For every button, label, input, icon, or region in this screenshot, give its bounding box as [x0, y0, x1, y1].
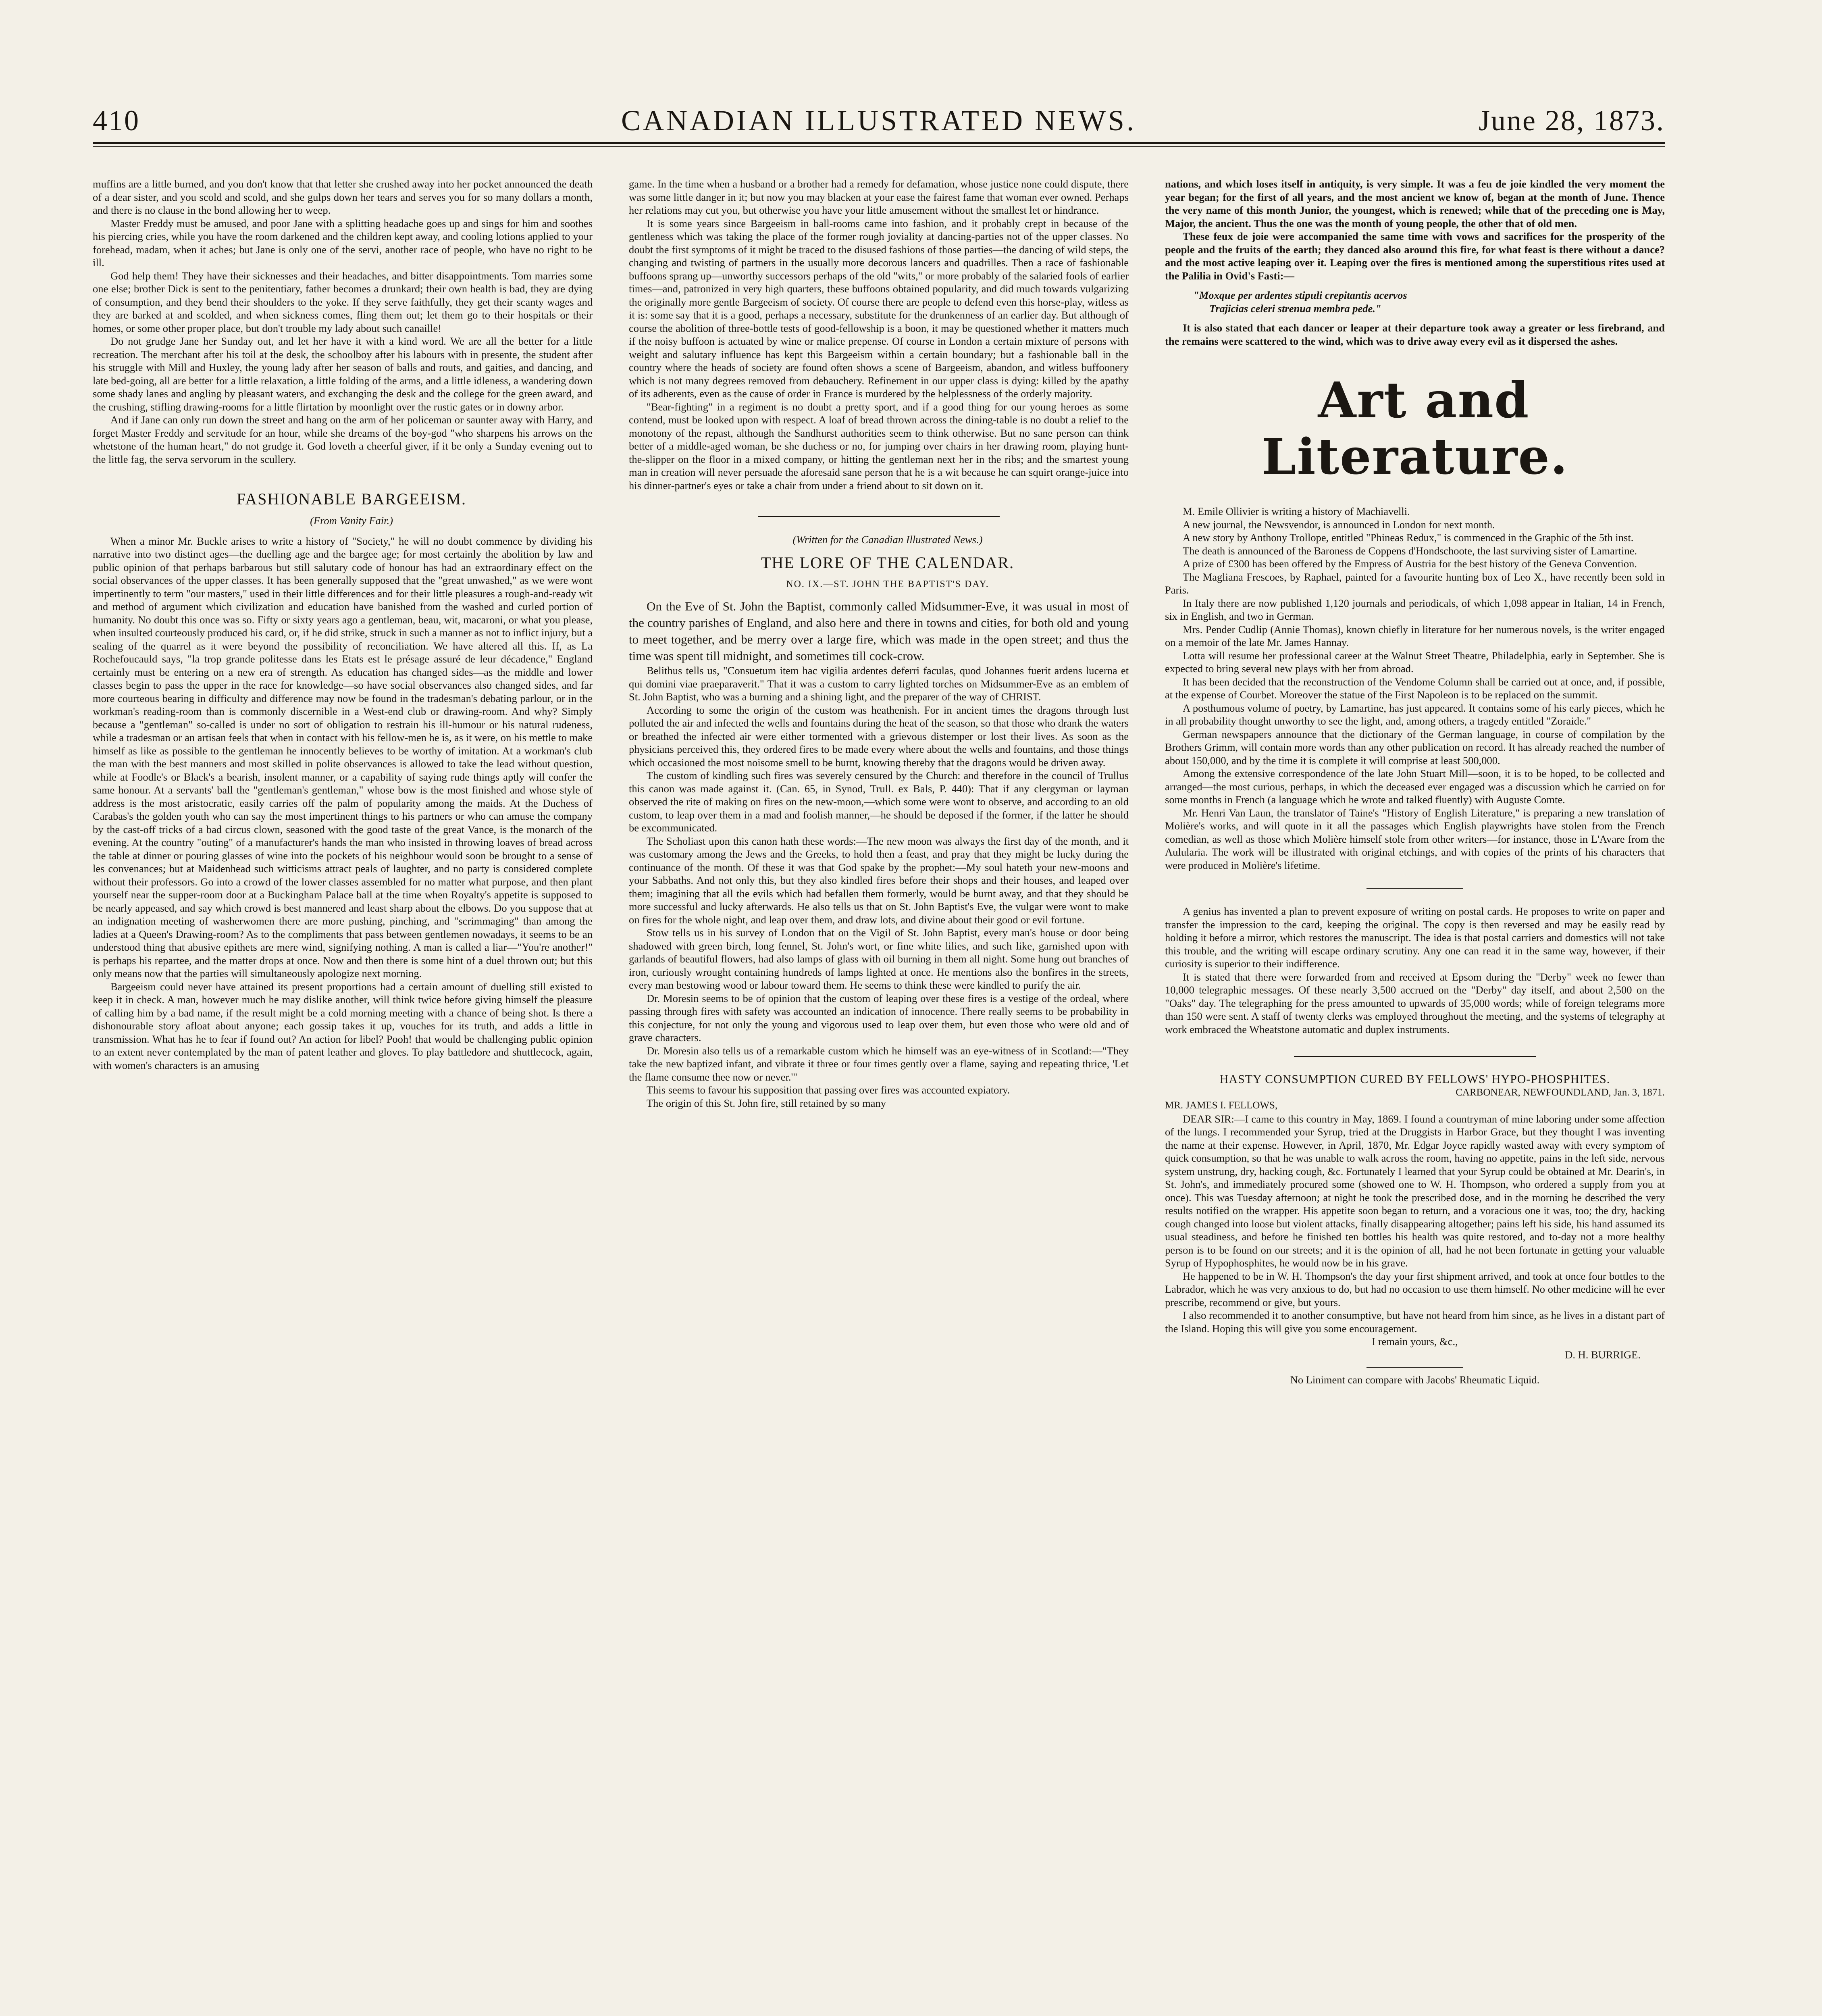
advert-dateline: CARBONEAR, NEWFOUNDLAND, Jan. 3, 1871.: [1456, 1087, 1665, 1098]
issue-date: June 28, 1873.: [1479, 104, 1665, 137]
paragraph: He happened to be in W. H. Thompson's the day your first shipment arrived, and took at once four bottles to the Labrador, which he was very anxious to do, but had no occasion to use them himself. No other medicine will he ever prescribe, recommend or give, but yours.: [1165, 1270, 1665, 1308]
paragraph: Dr. Moresin also tells us of a remarkable custom which he himself was an eye-witness of in Scotland:—"They take the new baptized infant, and vibrate it three or four times gently over a flame, saying and repeating thrice, 'Let the flame consume thee now or never.'": [629, 1044, 1129, 1083]
paragraph: Master Freddy must be amused, and poor Jane with a splitting headache goes up and sings for him and soothes his piercing cries, while you have the room darkened and the children kept away, and cooling lotions applied to your forehead, madam, when it aches; but Jane is only one of the servi, another race of people, who have no right to be ill.: [93, 217, 593, 269]
news-item: A posthumous volume of poetry, by Lamartine, has just appeared. It contains some of his early pieces, which he in all probability thought unworthy to see the light, and, among others, a tragedy entitled "Zoraide.": [1165, 702, 1665, 727]
paragraph: It is also stated that each dancer or leaper at their departure took away a greater or less firebrand, and the remains were scattered to the wind, which was to drive away every evil as it dispersed the ashes.: [1165, 322, 1665, 347]
masthead-rule-thin: [93, 146, 1665, 147]
news-item: Among the extensive correspondence of the late John Stuart Mill—soon, it is to be hoped, to be collected and arranged—the most curious, perhaps, in which the deceased ever engaged was a discussion which he carried on for some months in French (a language which he wrote and talked fluently) with Auguste Comte.: [1165, 767, 1665, 806]
paragraph: Bargeeism could never have attained its present proportions had a certain amount of duelling still existed to keep it in check. A man, however much he may dislike another, will think twice before giving himself the pleasure of calling him by a bad name, if the result might be a cold morning meeting with a chance of being shot. Is there a dishonourable story afloat about anyone; each gossip takes it up, vouches for its truth, and adds a little in transmission. What has he to fear if found out? An action for libel? Pooh! that would be challenging public opinion to an extent never contemplated by the man of patent leather and gloves. To play battledore and shuttlecock, again, with women's characters is an amusing: [93, 980, 593, 1071]
paragraph: When a minor Mr. Buckle arises to write a history of "Society," he will no doubt commence by dividing his narrative into two distinct ages—the duelling age and the bargee age; for most certainly the abolition by law and public opinion of that perhaps barbarous but still salutary code of honour has had an extraordinary effect on the social observances of the upper classes. It has been generally supposed that the "great unwashed," as we were wont impertinently to term "our masters," used in their little differences and for their little pleasures a rough-and-ready wit and method of argument which civilization and education have banished from the washed and curled portion of humanity. No doubt this once was so. Fifty or sixty years ago a gentleman, beau, wit, macaroni, or what you please, when insulted courteously produced his card, or, if he did strike, struck in such a manner as not to inflict injury, but a sealing of the quarrel as it were beyond the possibility of reconciliation. We have altered all this. If, as La Rochefoucauld says, "la trop grande politesse dans les Etats est le présage assuré de leur décadence," England certainly must be entering on a new era of strength. As education has changed sides—as the middle and lower classes begin to pass the upper in the race for knowledge—so have social observances also changed sides, and far more courteous bearing in difficulty and difference may now be found in the tradesman's debating parlour, or in the workman's reading-room than is commonly discernible in a West-end club or drawing-room. And why? Simply because a "gentleman" so-called is under no sort of obligation to restrain his ill-humour or his natural rudeness, while a tradesman or an artisan feels that when in contact with his fellow-men he is, as it were, on his mettle to make himself as like as possible to the gentleman he innocently believes to be worthy of imitation. At a workman's club the man with the best manners and most skilled in polite observances is allowed to take the lead without question, while at Foodle's or Black's a bearish, insolent manner, or a capability of saying rude things aptly will confer the same honour. At a servants' ball the "gentleman's gentleman," whose bow is the most finished and whose style of address is the most aristocratic, easily carries off the palm of popularity among the maids. At the Duchess of Carabas's the golden youth who can say the most impertinent things to his partners or who can amuse the company by the cast-off tricks of a bad circus clown, seasoned with the good taste of the great Vance, is the monarch of the evening. At the country "outing" of a manufacturer's hands the man who insisted in throwing loaves of bread across the table at dinner or pouring glasses of wine into the pockets of his neighbour would soon be brought to a sense of les convenances; but at Maidenhead such witticisms attract peals of laughter, and no party is considered complete without their professors. Go into a crowd of the lower classes assembled for no matter what purpose, and then plant yourself near the supper-room door at a Buckingham Palace ball at the time when Royalty's appetite is supposed to be nearly appeased, and say which crowd is best mannered and least sharp about the elbows. Do you suppose that at an indignation meeting of washerwomen there are more pushing, pinching, and "scrimmaging" than among the ladies at a Queen's Drawing-room? As to the compliments that pass between gentlemen nowadays, it seems to be an understood thing that abusive epithets are mere wind, signifying nothing. A man is called a liar—"You're another!" is perhaps his repartee, and the matter drops at once. Now and then there is some hint of a duel thrown out; but this only means now that the parties will simultaneously apologize next morning.: [93, 535, 593, 979]
quote-line: Trajicias celeri strenua membra pede.": [1209, 302, 1381, 314]
paragraph: And if Jane can only run down the street and hang on the arm of her policeman or saunter away with Harry, and forget Master Freddy and servitude for an hour, while she dreams of the boy-god "who sharpens his arrows on the whetstone of the human heart," do not grudge it. God loveth a cheerful giver, if it be only a Sunday evening out to the little fag, the serva servorum in the scullery.: [93, 414, 593, 465]
quote-line: "Moxque per ardentes stipuli crepitantis acervos: [1193, 289, 1407, 301]
masthead-rule-thick: [93, 142, 1665, 144]
advert-closing: I remain yours, &c.,: [1372, 1335, 1458, 1347]
paragraph: "Bear-fighting" in a regiment is no doubt a pretty sport, and if a good thing for our young heroes as some contend, must be looked upon with respect. A loaf of bread thrown across the dining-table is no doubt a relief to the monotony of the repast, although the Sandhurst authorities seem to think otherwise. But no sane person can think better of a middle-aged woman, be she duchess or no, for jumping over chairs in her drawing room, playing hunt-the-slipper on the floor in a mixed company, or hitting the gentleman next her in the ribs; and the smartest young man in creation will never persuade the aforesaid sane person that he is a wit because he can squirt orange-juice into his dinner-partner's eyes or take a chair from under a friend about to sit down on it.: [629, 400, 1129, 492]
calendar-title: THE LORE OF THE CALENDAR.: [761, 553, 1015, 572]
paragraph: I also recommended it to another consumptive, but have not heard from him since, as he lives in a distant part of the Island. Hoping this will give you some encouragement.: [1165, 1309, 1665, 1335]
article-title: FASHIONABLE BARGEEISM.: [237, 490, 466, 508]
news-item: Mr. Henri Van Laun, the translator of Taine's "History of English Literature," is preparing a new translation of Molière's works, and will quote in it all the passages which English playwrights have stolen from the French comedian, as well as those which Molière himself stole from other writers—for instance, those in L'Avare from the Aulularia. The work will be illustrated with original etchings, and with copies of the prints of his characters that were produced in Molière's lifetime.: [1165, 806, 1665, 871]
news-item: A new story by Anthony Trollope, entitled "Phineas Redux," is commenced in the Graphic of the 5th inst.: [1183, 531, 1634, 544]
calendar-source: (Written for the Canadian Illustrated News.): [792, 533, 983, 546]
paragraph: Belithus tells us, "Consuetum item hac vigilia ardentes deferri faculas, quod Johannes fuerit ardens lucerna et qui domini viae praeparaverit." That it was a custom to carry lighted torches on Midsummer-Eve as an emblem of St. John Baptist, who was a burning and a shining light, and the preparer of the way of CHRIST.: [629, 664, 1129, 703]
paragraph: Do not grudge Jane her Sunday out, and let her have it with a kind word. We are all the better for a little recreation. The merchant after his toil at the desk, the schoolboy after his labours with in presente, the student after his struggle with Mill and Huxley, the young lady after her season of balls and routs, and gaities, and dancing, and late bed-going, all are better for a little relaxation, a little folding of the arms, and a little idleness, a wandering down some shady lanes and angling by pleasant waters, and exchanging the desk and the college for the green award, and the crushing, stifling drawing-rooms for a little flirtation by moonlight over the rustic gates or in downy arbor.: [93, 335, 593, 413]
paragraph: God help them! They have their sicknesses and their headaches, and bitter disappointments. Tom marries some one else; brother Dick is sent to the penitentiary, father becomes a drunkard; their own health is bad, they are dying of consumption, and they bend their shoulders to the yoke. If they serve faithfully, they get their scanty wages and they are barked at and scolded, and when sickness comes, fling them out; let them go to their hospitals or their homes, or some other proper place, but don't trouble my lady about such canaille!: [93, 269, 593, 334]
paragraph: These feux de joie were accompanied the same time with vows and sacrifices for the prosperity of the people and the fruits of the earth; they danced also around this fire, for what feast is there without a dance? and the most active leaping over it. Leaping over the fires is mentioned among the superstitious rites used at the Palilia in Ovid's Fasti:—: [1165, 230, 1665, 282]
news-item: A new journal, the Newsvendor, is announced in London for next month.: [1183, 518, 1495, 531]
news-item: A genius has invented a plan to prevent exposure of writing on postal cards. He proposes to write on paper and transfer the impression to the card, keeping the original. The copy is then reversed and may be easily read by holding it before a mirror, which restores the manuscript. The idea is that postal carriers and domestics will not take this trouble, and the writing will escape ordinary scrutiny. Any one can read it in the same way, however, if their curiosity is superior to their indifference.: [1165, 905, 1665, 970]
paragraph: The custom of kindling such fires was severely censured by the Church: and therefore in the council of Trullus this canon was made against it. (Can. 65, in Synod, Trull. ex Bals, P. 440): That if any clergyman or layman observed the rite of making on fires on the new-moon,—which some were wont to observe, and according to an old custom, to leap over them in a mad and foolish manner,—he should be deposed if the former, if the latter he should be excommunicated.: [629, 769, 1129, 834]
paragraph: muffins are a little burned, and you don't know that that letter she crushed away into her pocket announced the death of a dear sister, and you scold and scold, and she gulps down her tears and serves you for so many dollars a month, and there is no clause in the bond allowing her to weep.: [93, 178, 593, 216]
art-literature-heading: Art and Literature.: [1261, 371, 1568, 485]
news-item: It is stated that there were forwarded from and received at Epsom during the "Derby" week no fewer than 10,000 telegraphic messages. Of these nearly 3,500 accrued on the "Derby" day itself, and about 2,500 on the "Oaks" day. The telegraphing for the press amounted to upwards of 35,000 words; while of foreign telegrams more than 150 were sent. A staff of twenty clerks was employed throughout the meeting, and the systems of telegraphy at work embraced the Wheatstone automatic and duplex instruments.: [1165, 971, 1665, 1035]
advert-signature: D. H. BURRIGE.: [1565, 1348, 1641, 1361]
paragraph: According to some the origin of the custom was heathenish. For in ancient times the dragons through lust polluted the air and infected the wells and fountains during the heat of the season, so that those who drank the waters or breathed the infected air were either tormented with a grievous distemper or lost their lives. As soon as the physicians perceived this, they ordered fires to be made every where about the wells and fountains, and those things which occasioned the most noisome smell to be burnt, knowing thereby that the dragons would be driven away.: [629, 704, 1129, 768]
paragraph: The Scholiast upon this canon hath these words:—The new moon was always the first day of the month, and it was customary among the Jews and the Greeks, to hold then a feast, and pray that they might be lucky during the continuance of the month. Of these it was that God spake by the prophet:—My soul hateth your new-moons and your Sabbaths. And not only this, but they also kindled fires before their shops and their houses, and leaped over them; imagining that all the evils which had befallen them formerly, would be burnt away, and that they should be more successful and lucky afterwards. He also tells us that on St. John Baptist's Eve, the vulgar were wont to make on fires for the whole night, and leap over them, and draw lots, and divine about their good or evil fortune.: [629, 835, 1129, 926]
column-3: [1165, 177, 1665, 1387]
news-item: The Magliana Frescoes, by Raphael, painted for a favourite hunting box of Leo X., have recently been sold in Paris.: [1165, 571, 1665, 596]
news-item: A prize of £300 has been offered by the Empress of Austria for the best history of the Geneva Convention.: [1183, 558, 1637, 570]
news-item: German newspapers announce that the dictionary of the German language, in course of compilation by the Brothers Grimm, will contain more words than any other publication on record. It has already reached the number of about 150,000, and by the time it is complete it will comprise at least 500,000.: [1165, 728, 1665, 766]
advert-title: HASTY CONSUMPTION CURED BY FELLOWS' HYPO-PHOSPHITES.: [1219, 1073, 1610, 1086]
news-item: M. Emile Ollivier is writing a history of Machiavelli.: [1183, 505, 1410, 517]
paragraph: This seems to favour his supposition that passing over fires was accounted expiatory.: [647, 1084, 1010, 1096]
calendar-subtitle: NO. IX.—ST. JOHN THE BAPTIST'S DAY.: [786, 579, 989, 589]
paragraph: The origin of this St. John fire, still retained by so many: [647, 1097, 886, 1109]
advert-footer: No Liniment can compare with Jacobs' Rheumatic Liquid.: [1290, 1374, 1540, 1386]
paragraph: game. In the time when a husband or a brother had a remedy for defamation, whose justice none could dispute, there was some little danger in it; but now you may blacken at your ease the fairest fame that woman ever owned. Perhaps her relations may cut you, but otherwise you have your little amusement without the smallest let or hindrance.: [629, 178, 1129, 216]
column-1: [93, 177, 593, 1072]
news-item: In Italy there are now published 1,120 journals and periodicals, of which 1,098 appear in Italian, 14 in French, six in English, and two in German.: [1165, 597, 1665, 622]
column-2: [629, 177, 1129, 1110]
paragraph: Dr. Moresin seems to be of opinion that the custom of leaping over these fires is a vestige of the ordeal, where passing through fires with safety was accounted an indication of innocence. There really seems to be probability in this conjecture, for not only the young and vigorous used to leap over them, but even those who were old and of grave characters.: [629, 992, 1129, 1043]
page-number: 410: [93, 104, 140, 137]
paragraph: nations, and which loses itself in antiquity, is very simple. It was a feu de joie kindled the very moment the year began; for the first of all years, and the most ancient we know of, began at the month of June. Thence the very name of this month Junior, the youngest, which is renewed; while that of the preceding one is May, Major, the ancient. Thus the one was the month of young people, the other that of old men.: [1165, 178, 1665, 229]
newspaper-title: CANADIAN ILLUSTRATED NEWS.: [621, 104, 1136, 137]
news-item: Mrs. Pender Cudlip (Annie Thomas), known chiefly in literature for her numerous novels, is the writer engaged on a memoir of the late Mr. James Hannay.: [1165, 623, 1665, 648]
paragraph: On the Eve of St. John the Baptist, commonly called Midsummer-Eve, it was usual in most of the country parishes of England, and also here and there in towns and cities, for both old and young to meet together, and be merry over a large fire, which was made in the open street; and thus the time was spent till midnight, and sometimes till cock-crow.: [629, 599, 1129, 663]
paragraph: It is some years since Bargeeism in ball-rooms came into fashion, and it probably crept in because of the gentleness which was taking the place of the former rough joviality at dancing-parties not of the upper classes. No doubt the first symptoms of it might be traced to the disused fashions of those parties—the dancing of wild steps, the changing and twisting of partners in the usually more decorous lancers and quadrilles. Then a race of fashionable buffoons sprang up—unworthy successors perhaps of the old "wits," or more probably of the salaried fools of earlier times—and, patronized in very high quarters, these buffoons obtained popularity, and did much towards vulgarizing the originally more gentle Bargeeism of society. Of course there are people to defend even this horse-play, witless as it is: some say that it is a good, perhaps a necessary, substitute for the drunkenness of an earlier day. But although of course the abolition of three-bottle tests of good-fellowship is a boon, it may be questioned whether it matters much if the noisy buffoon is actuated by wine or malice prepense. Of course in London a certain mixture of persons with weight and salutary influence has kept this Bargeeism within a certain boundary; but a fashionable ball in the country where the heads of society are found often shows a scene of Bargeeism, abandon, and witless buffoonery which is not many degrees removed from debauchery. Refinement in our upper class is dying: killed by the apathy of its adherents, even as the cause of order in France is murdered by the helplessness of the orderly majority.: [629, 217, 1129, 400]
article-source: (From Vanity Fair.): [310, 514, 393, 527]
news-item: The death is announced of the Baroness de Coppens d'Hondschoote, the last surviving sister of Lamartine.: [1183, 544, 1637, 557]
masthead: [93, 104, 1665, 140]
advert-addressee: MR. JAMES I. FELLOWS,: [1165, 1100, 1278, 1111]
paragraph: DEAR SIR:—I came to this country in May, 1869. I found a countryman of mine laboring under some affection of the lungs. I recommended your Syrup, tried at the Druggists in Harbor Grace, but they thought I was inventing the name at their expense. However, in April, 1870, Mr. Edgar Joyce rapidly wasted away with every symptom of quick consumption, so that he was unable to walk across the room, having no appetite, pains in the left side, nervous system unstrung, dry, hacking cough, &c. Fortunately I learned that your Syrup could be obtained at Mr. Dearin's, in St. John's, and immediately procured some (showed one to W. H. Thompson, who ordered a supply from you at once). This was Tuesday afternoon; at night he took the prescribed dose, and in the morning he described the very results notified on the wrapper. His appetite soon began to return, and a voracious one it was, too; the dry, hacking cough changed into loose but violent attacks, finally disappearing altogether; pains left his side, his hand assumed its usual steadiness, and before he finished ten bottles his health was quite restored, and to-day not a more healthy person is to be found on our streets; and it is the opinion of all, had he not been fortunate in getting your valuable Syrup of Hypophosphites, he would now be in his grave.: [1165, 1112, 1665, 1269]
paragraph: Stow tells us in his survey of London that on the Vigil of St. John Baptist, every man's house or door being shadowed with green birch, long fennel, St. John's wort, or fine white lilies, and such like, garnished upon with garlands of beautiful flowers, had also lamps of glass with oil burning in them all night. Some hung out branches of iron, curiously wrought containing hundreds of lamps lighted at once. He mentions also the bonfires in the streets, every man bestowing wood or labour toward them. He seems to think these were kindled to purify the air.: [629, 927, 1129, 991]
news-item: It has been decided that the reconstruction of the Vendome Column shall be carried out at once, and, if possible, at the expense of Courbet. Moreover the statue of the First Napoleon is to be replaced on the summit.: [1165, 675, 1665, 701]
news-item: Lotta will resume her professional career at the Walnut Street Theatre, Philadelphia, early in September. She is expected to bring several new plays with her from abroad.: [1165, 649, 1665, 675]
